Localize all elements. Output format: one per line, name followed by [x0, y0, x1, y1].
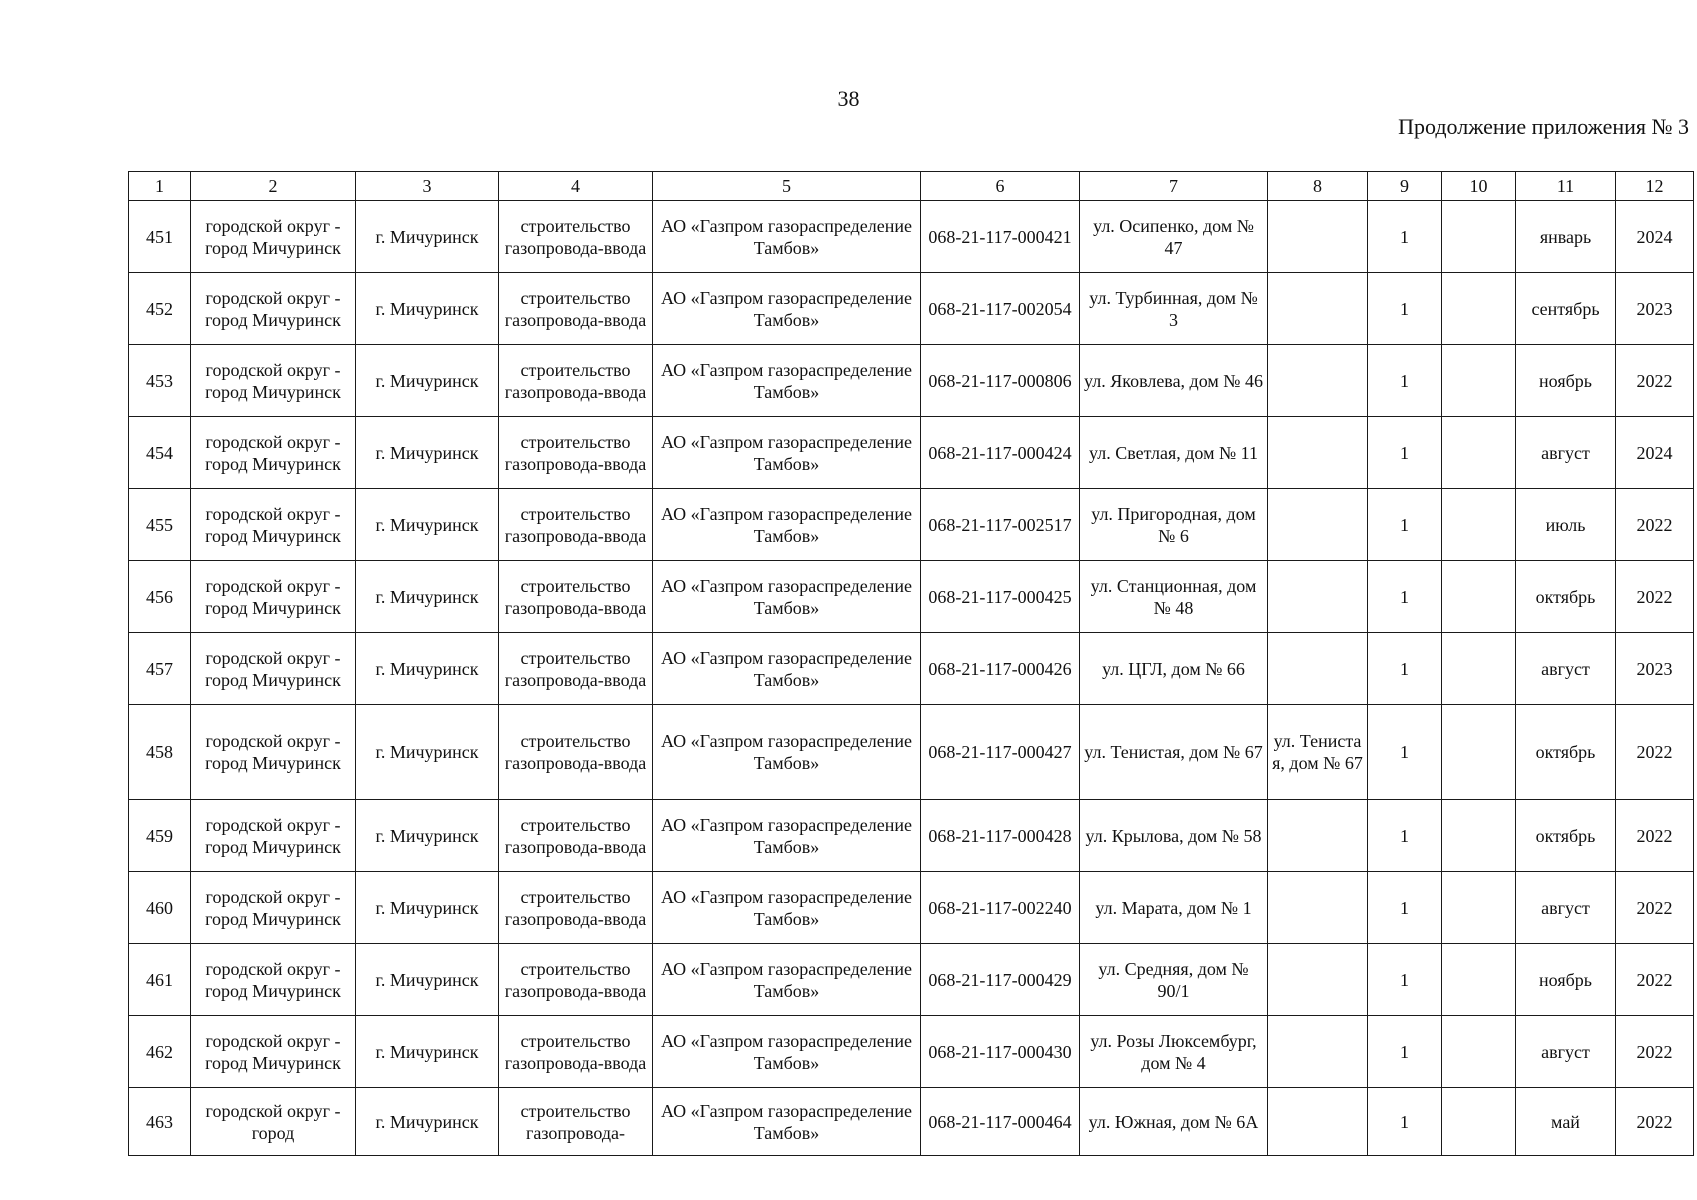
cell-year: 2022 [1616, 944, 1694, 1016]
cell-row-number: 463 [129, 1088, 191, 1156]
table-row [129, 345, 1694, 417]
col-header-9: 9 [1368, 172, 1442, 201]
table-row [129, 489, 1694, 561]
cell-row-number: 457 [129, 633, 191, 705]
col-header-2: 2 [191, 172, 356, 201]
cell-month: октябрь [1516, 800, 1616, 872]
cell-row-number: 455 [129, 489, 191, 561]
cell-work-type: строительство газопровода-ввода [499, 1016, 653, 1088]
cell-column-10 [1442, 417, 1516, 489]
cell-work-type: строительство газопровода-ввода [499, 633, 653, 705]
table-row [129, 561, 1694, 633]
table-row [129, 872, 1694, 944]
cell-work-type: строительство газопровода-ввода [499, 201, 653, 273]
cell-year: 2024 [1616, 201, 1694, 273]
cell-district: городской округ - город Мичуринск [191, 561, 356, 633]
cell-address: ул. Крылова, дом № 58 [1080, 800, 1268, 872]
cell-district: городской округ - город Мичуринск [191, 273, 356, 345]
col-header-7: 7 [1080, 172, 1268, 201]
cell-address-alt [1268, 417, 1368, 489]
cell-month: сентябрь [1516, 273, 1616, 345]
cell-object-code: 068-21-117-000426 [921, 633, 1080, 705]
cell-quantity: 1 [1368, 273, 1442, 345]
cell-locality: г. Мичуринск [356, 417, 499, 489]
cell-locality: г. Мичуринск [356, 201, 499, 273]
table-row [129, 800, 1694, 872]
table-header-row [129, 172, 1694, 201]
cell-object-code: 068-21-117-002517 [921, 489, 1080, 561]
cell-year: 2022 [1616, 345, 1694, 417]
cell-address: ул. Яковлева, дом № 46 [1080, 345, 1268, 417]
cell-district: городской округ - город Мичуринск [191, 705, 356, 800]
cell-address: ул. Пригородная, дом № 6 [1080, 489, 1268, 561]
cell-quantity: 1 [1368, 705, 1442, 800]
cell-object-code: 068-21-117-000424 [921, 417, 1080, 489]
cell-object-code: 068-21-117-000464 [921, 1088, 1080, 1156]
cell-row-number: 460 [129, 872, 191, 944]
table-row [129, 1088, 1694, 1156]
cell-locality: г. Мичуринск [356, 345, 499, 417]
cell-district: городской округ - город Мичуринск [191, 1016, 356, 1088]
cell-month: октябрь [1516, 561, 1616, 633]
cell-work-type: строительство газопровода- [499, 1088, 653, 1156]
cell-object-code: 068-21-117-000806 [921, 345, 1080, 417]
cell-address: ул. ЦГЛ, дом № 66 [1080, 633, 1268, 705]
cell-month: май [1516, 1088, 1616, 1156]
cell-address: ул. Тенистая, дом № 67 [1080, 705, 1268, 800]
cell-row-number: 456 [129, 561, 191, 633]
appendix-note: Продолжение приложения № 3 [1398, 114, 1689, 139]
cell-quantity: 1 [1368, 1016, 1442, 1088]
cell-organization: АО «Газпром газораспределение Тамбов» [653, 872, 921, 944]
cell-address-alt [1268, 872, 1368, 944]
cell-object-code: 068-21-117-002054 [921, 273, 1080, 345]
cell-organization: АО «Газпром газораспределение Тамбов» [653, 489, 921, 561]
cell-district: городской округ - город Мичуринск [191, 800, 356, 872]
cell-object-code: 068-21-117-000428 [921, 800, 1080, 872]
table-row [129, 944, 1694, 1016]
cell-organization: АО «Газпром газораспределение Тамбов» [653, 705, 921, 800]
cell-address: ул. Средняя, дом № 90/1 [1080, 944, 1268, 1016]
cell-address: ул. Станционная, дом № 48 [1080, 561, 1268, 633]
cell-district: городской округ - город Мичуринск [191, 633, 356, 705]
cell-year: 2022 [1616, 1088, 1694, 1156]
cell-work-type: строительство газопровода-ввода [499, 800, 653, 872]
cell-locality: г. Мичуринск [356, 705, 499, 800]
cell-work-type: строительство газопровода-ввода [499, 705, 653, 800]
cell-year: 2022 [1616, 872, 1694, 944]
cell-address-alt [1268, 273, 1368, 345]
col-header-4: 4 [499, 172, 653, 201]
col-header-10: 10 [1442, 172, 1516, 201]
cell-address-alt [1268, 1016, 1368, 1088]
cell-year: 2022 [1616, 1016, 1694, 1088]
cell-quantity: 1 [1368, 489, 1442, 561]
cell-address: ул. Турбинная, дом № 3 [1080, 273, 1268, 345]
cell-district: городской округ - город Мичуринск [191, 201, 356, 273]
cell-quantity: 1 [1368, 201, 1442, 273]
cell-row-number: 461 [129, 944, 191, 1016]
cell-district: городской округ - город Мичуринск [191, 489, 356, 561]
table-row [129, 1016, 1694, 1088]
cell-district: городской округ - город Мичуринск [191, 944, 356, 1016]
cell-organization: АО «Газпром газораспределение Тамбов» [653, 1088, 921, 1156]
registry-table [128, 171, 1694, 1156]
cell-month: октябрь [1516, 705, 1616, 800]
cell-district: городской округ - город Мичуринск [191, 417, 356, 489]
cell-column-10 [1442, 872, 1516, 944]
cell-year: 2022 [1616, 705, 1694, 800]
cell-year: 2024 [1616, 417, 1694, 489]
cell-row-number: 451 [129, 201, 191, 273]
col-header-5: 5 [653, 172, 921, 201]
cell-address: ул. Осипенко, дом № 47 [1080, 201, 1268, 273]
cell-quantity: 1 [1368, 872, 1442, 944]
cell-object-code: 068-21-117-000429 [921, 944, 1080, 1016]
cell-column-10 [1442, 800, 1516, 872]
table-row [129, 273, 1694, 345]
cell-object-code: 068-21-117-002240 [921, 872, 1080, 944]
cell-organization: АО «Газпром газораспределение Тамбов» [653, 273, 921, 345]
cell-work-type: строительство газопровода-ввода [499, 944, 653, 1016]
cell-month: август [1516, 633, 1616, 705]
page-number: 38 [837, 86, 860, 111]
cell-work-type: строительство газопровода-ввода [499, 417, 653, 489]
cell-row-number: 458 [129, 705, 191, 800]
col-header-11: 11 [1516, 172, 1616, 201]
cell-row-number: 454 [129, 417, 191, 489]
cell-column-10 [1442, 1088, 1516, 1156]
cell-district: городской округ - город Мичуринск [191, 345, 356, 417]
cell-organization: АО «Газпром газораспределение Тамбов» [653, 1016, 921, 1088]
cell-year: 2022 [1616, 800, 1694, 872]
cell-column-10 [1442, 1016, 1516, 1088]
table-row [129, 633, 1694, 705]
cell-quantity: 1 [1368, 944, 1442, 1016]
cell-month: август [1516, 417, 1616, 489]
cell-quantity: 1 [1368, 345, 1442, 417]
cell-address: ул. Розы Люксембург, дом № 4 [1080, 1016, 1268, 1088]
cell-organization: АО «Газпром газораспределение Тамбов» [653, 944, 921, 1016]
cell-locality: г. Мичуринск [356, 800, 499, 872]
col-header-6: 6 [921, 172, 1080, 201]
cell-organization: АО «Газпром газораспределение Тамбов» [653, 417, 921, 489]
cell-district: городской округ - город Мичуринск [191, 872, 356, 944]
col-header-8: 8 [1268, 172, 1368, 201]
cell-column-10 [1442, 273, 1516, 345]
cell-month: август [1516, 872, 1616, 944]
cell-column-10 [1442, 345, 1516, 417]
cell-column-10 [1442, 633, 1516, 705]
cell-address: ул. Южная, дом № 6А [1080, 1088, 1268, 1156]
cell-month: январь [1516, 201, 1616, 273]
cell-address: ул. Марата, дом № 1 [1080, 872, 1268, 944]
table-row [129, 705, 1694, 800]
cell-work-type: строительство газопровода-ввода [499, 345, 653, 417]
cell-district: городской округ - город [191, 1088, 356, 1156]
cell-work-type: строительство газопровода-ввода [499, 489, 653, 561]
cell-column-10 [1442, 561, 1516, 633]
cell-row-number: 462 [129, 1016, 191, 1088]
col-header-1: 1 [129, 172, 191, 201]
cell-organization: АО «Газпром газораспределение Тамбов» [653, 800, 921, 872]
cell-column-10 [1442, 944, 1516, 1016]
cell-work-type: строительство газопровода-ввода [499, 273, 653, 345]
cell-locality: г. Мичуринск [356, 633, 499, 705]
cell-address-alt: ул. Тениста я, дом № 67 [1268, 705, 1368, 800]
cell-month: ноябрь [1516, 345, 1616, 417]
cell-row-number: 452 [129, 273, 191, 345]
cell-address-alt [1268, 489, 1368, 561]
cell-work-type: строительство газопровода-ввода [499, 872, 653, 944]
col-header-12: 12 [1616, 172, 1694, 201]
cell-locality: г. Мичуринск [356, 1088, 499, 1156]
cell-quantity: 1 [1368, 1088, 1442, 1156]
cell-object-code: 068-21-117-000427 [921, 705, 1080, 800]
cell-address-alt [1268, 1088, 1368, 1156]
cell-locality: г. Мичуринск [356, 872, 499, 944]
cell-organization: АО «Газпром газораспределение Тамбов» [653, 633, 921, 705]
cell-quantity: 1 [1368, 633, 1442, 705]
cell-quantity: 1 [1368, 417, 1442, 489]
cell-address-alt [1268, 633, 1368, 705]
cell-locality: г. Мичуринск [356, 489, 499, 561]
cell-column-10 [1442, 201, 1516, 273]
cell-year: 2023 [1616, 273, 1694, 345]
cell-organization: АО «Газпром газораспределение Тамбов» [653, 345, 921, 417]
cell-address-alt [1268, 201, 1368, 273]
table-body [129, 201, 1694, 1156]
cell-address-alt [1268, 561, 1368, 633]
cell-column-10 [1442, 489, 1516, 561]
cell-object-code: 068-21-117-000421 [921, 201, 1080, 273]
cell-year: 2023 [1616, 633, 1694, 705]
cell-row-number: 459 [129, 800, 191, 872]
cell-year: 2022 [1616, 489, 1694, 561]
cell-work-type: строительство газопровода-ввода [499, 561, 653, 633]
cell-month: ноябрь [1516, 944, 1616, 1016]
table-row [129, 201, 1694, 273]
cell-object-code: 068-21-117-000425 [921, 561, 1080, 633]
cell-locality: г. Мичуринск [356, 561, 499, 633]
col-header-3: 3 [356, 172, 499, 201]
cell-address-alt [1268, 345, 1368, 417]
cell-quantity: 1 [1368, 800, 1442, 872]
cell-quantity: 1 [1368, 561, 1442, 633]
cell-year: 2022 [1616, 561, 1694, 633]
table-row [129, 417, 1694, 489]
cell-object-code: 068-21-117-000430 [921, 1016, 1080, 1088]
cell-organization: АО «Газпром газораспределение Тамбов» [653, 201, 921, 273]
cell-address-alt [1268, 944, 1368, 1016]
cell-month: август [1516, 1016, 1616, 1088]
cell-address: ул. Светлая, дом № 11 [1080, 417, 1268, 489]
cell-organization: АО «Газпром газораспределение Тамбов» [653, 561, 921, 633]
cell-column-10 [1442, 705, 1516, 800]
cell-locality: г. Мичуринск [356, 944, 499, 1016]
cell-month: июль [1516, 489, 1616, 561]
cell-address-alt [1268, 800, 1368, 872]
cell-row-number: 453 [129, 345, 191, 417]
cell-locality: г. Мичуринск [356, 273, 499, 345]
cell-locality: г. Мичуринск [356, 1016, 499, 1088]
